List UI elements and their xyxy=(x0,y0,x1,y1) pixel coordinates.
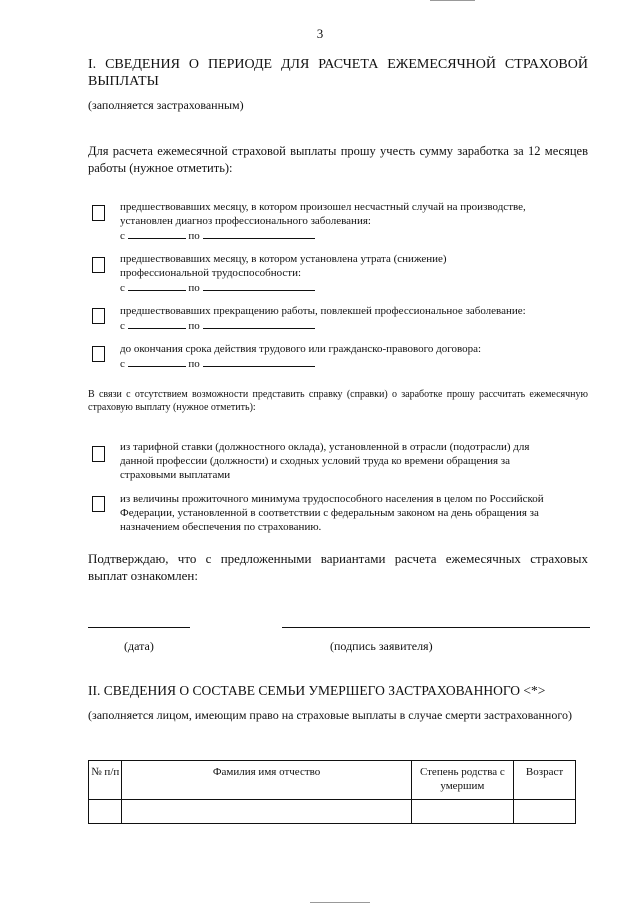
option-3 xyxy=(120,304,570,333)
option-2-text: предшествовавших месяцу, в котором установлена утрата (снижение) профессиональной трудоспособности: xyxy=(120,253,447,279)
option-4-text: до окончания срока действия трудового или гражданско-правового договора: xyxy=(120,343,482,355)
option-1-text: предшествовавших месяцу, в котором произошел несчастный случай на производстве, установлен диагноз профессионального заболевания: xyxy=(120,201,526,227)
header-full-name: Фамилия имя отчество xyxy=(122,761,411,800)
checkbox-option-3[interactable] xyxy=(92,308,105,324)
period-from-label: с xyxy=(120,320,125,332)
section2-title: II. СВЕДЕНИЯ О СОСТАВЕ СЕМЬИ УМЕРШЕГО ЗАСТРАХОВАННОГО <*> xyxy=(88,683,546,698)
cell-full-name[interactable] xyxy=(122,800,411,824)
option-1-period xyxy=(120,228,570,243)
section1-title: I. СВЕДЕНИЯ О ПЕРИОДЕ ДЛЯ РАСЧЕТА ЕЖЕМЕСЯЧНОЙ СТРАХОВОЙ ВЫПЛАТЫ xyxy=(88,57,588,89)
page-number: 3 xyxy=(316,26,324,41)
table-header-row xyxy=(89,761,576,800)
scan-artifact-bottom xyxy=(310,902,370,903)
confirm-text: Подтверждаю, что с предложенными вариантами расчета ежемесячных страховых выплат ознакомлен: xyxy=(88,551,588,583)
cell-age[interactable] xyxy=(514,800,576,824)
checkbox-option-1[interactable] xyxy=(92,205,105,221)
period-to-field[interactable] xyxy=(203,280,315,291)
date-line[interactable] xyxy=(88,627,190,628)
period-from-field[interactable] xyxy=(128,318,186,329)
period-from-label: с xyxy=(120,358,125,370)
header-age: Возраст xyxy=(514,761,576,800)
period-from-label: с xyxy=(120,282,125,294)
table-row xyxy=(89,800,576,824)
period-to-field[interactable] xyxy=(203,318,315,329)
option-1 xyxy=(120,200,570,243)
cell-number[interactable] xyxy=(89,800,122,824)
no-certificate-intro: В связи с отсутствием возможности представить справку (справки) о заработке прошу рассчитать ежемесячную страховую выплату (нужное отметить): xyxy=(88,389,588,413)
checkbox-option-2[interactable] xyxy=(92,257,105,273)
option-2 xyxy=(120,252,570,295)
header-relationship: Степень родства с умершим xyxy=(411,761,513,800)
period-from-field[interactable] xyxy=(128,356,186,367)
section1-fill-note: (заполняется застрахованным) xyxy=(88,98,244,112)
option-3-period xyxy=(120,318,570,333)
period-to-field[interactable] xyxy=(203,228,315,239)
option-2-period xyxy=(120,280,570,295)
period-from-label: с xyxy=(120,230,125,242)
option-4 xyxy=(120,342,570,371)
period-from-field[interactable] xyxy=(128,228,186,239)
date-label: (дата) xyxy=(124,639,154,653)
checkbox-calc-option-2[interactable] xyxy=(92,496,105,512)
period-from-field[interactable] xyxy=(128,280,186,291)
calc-option-2-text: из величины прожиточного минимума трудоспособного населения в целом по Российской Федерации, установленной в соответствии с федеральным законом на день обращения за назначением обеспечения по страхованию. xyxy=(120,493,544,533)
checkbox-calc-option-1[interactable] xyxy=(92,446,105,462)
signature-line[interactable] xyxy=(282,627,590,628)
section1-intro: Для расчета ежемесячной страховой выплаты прошу учесть сумму заработка за 12 месяцев работы (нужное отметить): xyxy=(88,144,588,175)
checkbox-option-4[interactable] xyxy=(92,346,105,362)
period-to-field[interactable] xyxy=(203,356,315,367)
period-to-label: по xyxy=(188,358,200,370)
section2-fill-note: (заполняется лицом, имеющим право на страховые выплаты в случае смерти застрахованного) xyxy=(88,708,572,722)
period-to-label: по xyxy=(188,230,200,242)
option-4-period xyxy=(120,356,570,371)
scan-artifact-top xyxy=(430,0,475,1)
signature-label: (подпись заявителя) xyxy=(330,639,433,653)
period-to-label: по xyxy=(188,282,200,294)
period-to-label: по xyxy=(188,320,200,332)
cell-relationship[interactable] xyxy=(411,800,513,824)
calc-option-1-text: из тарифной ставки (должностного оклада), установленной в отрасли (подотрасли) для данной профессии (должности) и сходных условий труда ко времени обращения за страховыми выплатами xyxy=(120,441,530,481)
option-3-text: предшествовавших прекращению работы, повлекшей профессиональное заболевание: xyxy=(120,305,526,317)
family-table xyxy=(88,760,576,824)
header-number: № п/п xyxy=(89,761,122,800)
